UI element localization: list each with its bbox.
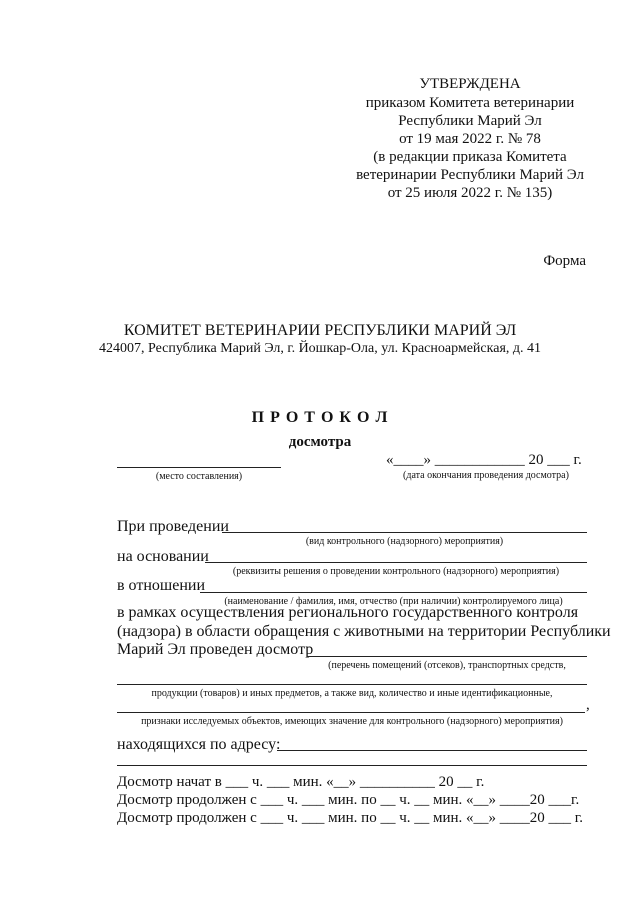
signs-field[interactable] bbox=[117, 712, 585, 713]
paragraph-line: (надзора) в области обращения с животными на территории Республики bbox=[117, 623, 611, 640]
products-field[interactable] bbox=[117, 684, 587, 685]
approval-line: приказом Комитета ветеринарии bbox=[365, 95, 575, 111]
doc-subtitle: досмотра bbox=[288, 434, 352, 450]
org-address: 424007, Республика Марий Эл, г. Йошкар-Ола, ул. Красноармейская, д. 41 bbox=[98, 341, 542, 356]
approval-line: ветеринарии Республики Марий Эл bbox=[356, 167, 584, 183]
address-field[interactable] bbox=[277, 750, 587, 751]
approval-line: Республики Марий Эл bbox=[398, 113, 542, 129]
approval-line: от 19 мая 2022 г. № 78 bbox=[399, 131, 541, 147]
conducting-caption: (вид контрольного (надзорного) мероприятия) bbox=[305, 536, 504, 547]
basis-caption: (реквизиты решения о проведении контрольного (надзорного) мероприятия) bbox=[232, 566, 560, 577]
inspection-start-line[interactable]: Досмотр начат в ___ ч. ___ мин. «__» __________ 20 __ г. bbox=[117, 774, 485, 790]
approval-line: от 25 июля 2022 г. № 135) bbox=[387, 185, 553, 201]
inspection-continued-line[interactable]: Досмотр продолжен с ___ ч. ___ мин. по __ ч. __ мин. «__» ____20 ___ г. bbox=[117, 810, 583, 826]
approval-line: (в редакции приказа Комитета bbox=[373, 149, 567, 165]
inspected-field[interactable] bbox=[307, 656, 587, 657]
paragraph-line: Марий Эл проведен досмотр bbox=[117, 641, 314, 658]
place-field[interactable] bbox=[117, 467, 281, 468]
address-field-extra[interactable] bbox=[117, 765, 587, 766]
date-caption: (дата окончания проведения досмотра) bbox=[403, 470, 569, 481]
inspection-continued-line[interactable]: Досмотр продолжен с ___ ч. ___ мин. по __ ч. __ мин. «__» ____20 ___г. bbox=[117, 792, 580, 808]
inspected-caption: (перечень помещений (отсеков), транспортных средств, bbox=[328, 660, 566, 671]
basis-field[interactable] bbox=[205, 562, 587, 563]
doc-title: П Р О Т О К О Л bbox=[251, 409, 389, 426]
conducting-field[interactable] bbox=[222, 532, 587, 533]
basis-label: на основании bbox=[117, 548, 209, 565]
form-label: Форма bbox=[543, 253, 586, 269]
place-caption: (место составления) bbox=[155, 471, 243, 482]
regarding-field[interactable] bbox=[200, 592, 587, 593]
regarding-label: в отношении bbox=[117, 577, 206, 594]
conducting-label: При проведении bbox=[117, 518, 229, 535]
address-label: находящихся по адресу: bbox=[117, 736, 281, 753]
paragraph-line: в рамках осуществления регионального государственного контроля bbox=[117, 604, 579, 621]
org-name: КОМИТЕТ ВЕТЕРИНАРИИ РЕСПУБЛИКИ МАРИЙ ЭЛ bbox=[123, 322, 517, 339]
date-field[interactable]: «____» ____________ 20 ___ г. bbox=[386, 452, 582, 468]
comma: , bbox=[586, 697, 590, 713]
products-caption: продукции (товаров) и иных предметов, а также вид, количество и иные идентификационные, bbox=[151, 688, 553, 699]
regarding-caption: (наименование / фамилия, имя, отчество (при наличии) контролируемого лица) bbox=[224, 596, 563, 607]
approval-title: УТВЕРЖДЕНА bbox=[419, 76, 521, 92]
signs-caption: признаки исследуемых объектов, имеющих значение для контрольного (надзорного) мероприятия) bbox=[141, 716, 563, 727]
